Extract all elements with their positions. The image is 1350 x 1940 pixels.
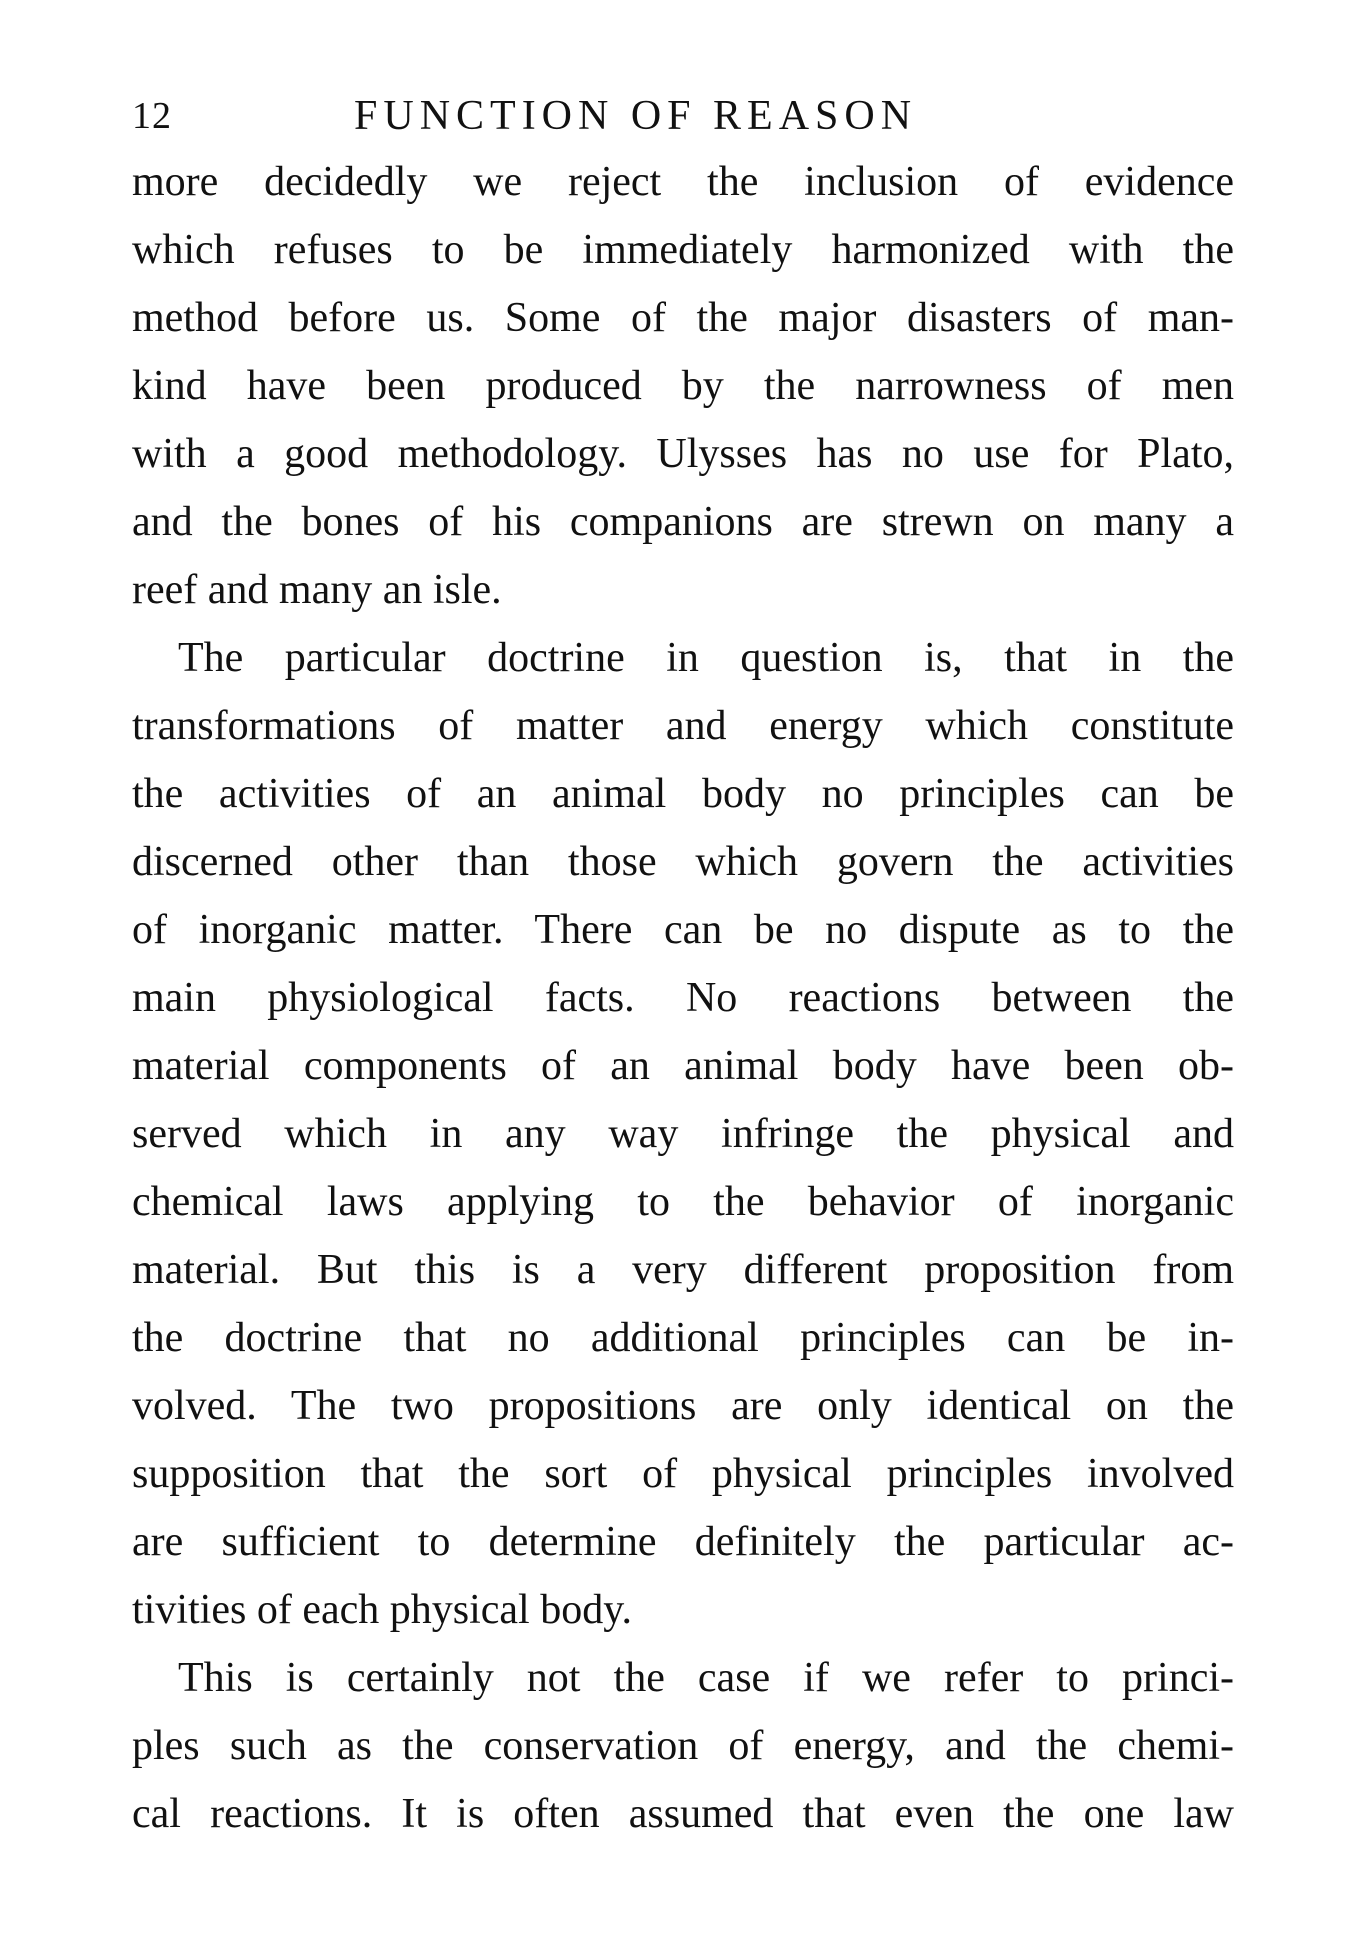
text-line: tivities of each physical body. — [132, 1587, 632, 1633]
text-line: which refuses to be immediately harmonized with the — [132, 227, 1234, 273]
text-line: kind have been produced by the narrowness of men — [132, 363, 1234, 409]
text-line: the activities of an animal body no principles can be — [132, 771, 1234, 817]
text-line: volved. The two propositions are only identical on the — [132, 1383, 1234, 1429]
text-line: This is certainly not the case if we refer to princi- — [178, 1655, 1234, 1701]
text-line: more decidedly we reject the inclusion of evidence — [132, 159, 1234, 205]
text-line: reef and many an isle. — [132, 567, 502, 613]
text-line: ples such as the conservation of energy, and the chemi- — [132, 1723, 1234, 1769]
text-line: are sufficient to determine definitely the particular ac- — [132, 1519, 1234, 1565]
text-line: material. But this is a very different proposition from — [132, 1247, 1234, 1293]
text-line: discerned other than those which govern the activities — [132, 839, 1234, 885]
page-number: 12 — [132, 95, 172, 137]
paragraph-2 — [132, 624, 1234, 1644]
text-line: method before us. Some of the major disasters of man- — [132, 295, 1234, 341]
text-line: served which in any way infringe the physical and — [132, 1111, 1234, 1157]
text-line: of inorganic matter. There can be no dispute as to the — [132, 907, 1234, 953]
text-line: material components of an animal body have been ob- — [132, 1043, 1234, 1089]
page-header — [132, 86, 1234, 156]
body-text — [132, 148, 1234, 1848]
text-line: the doctrine that no additional principles can be in- — [132, 1315, 1234, 1361]
text-line: The particular doctrine in question is, that in the — [178, 635, 1234, 681]
running-head: FUNCTION OF REASON — [354, 93, 918, 139]
paragraph-1 — [132, 148, 1234, 624]
text-line: chemical laws applying to the behavior of inorganic — [132, 1179, 1234, 1225]
text-line: with a good methodology. Ulysses has no use for Plato, — [132, 431, 1234, 477]
paragraph-3 — [132, 1644, 1234, 1848]
text-line: and the bones of his companions are strewn on many a — [132, 499, 1234, 545]
text-line: transformations of matter and energy which constitute — [132, 703, 1234, 749]
text-line: main physiological facts. No reactions between the — [132, 975, 1234, 1021]
text-line: supposition that the sort of physical principles involved — [132, 1451, 1234, 1497]
text-line: cal reactions. It is often assumed that even the one law — [132, 1791, 1234, 1837]
